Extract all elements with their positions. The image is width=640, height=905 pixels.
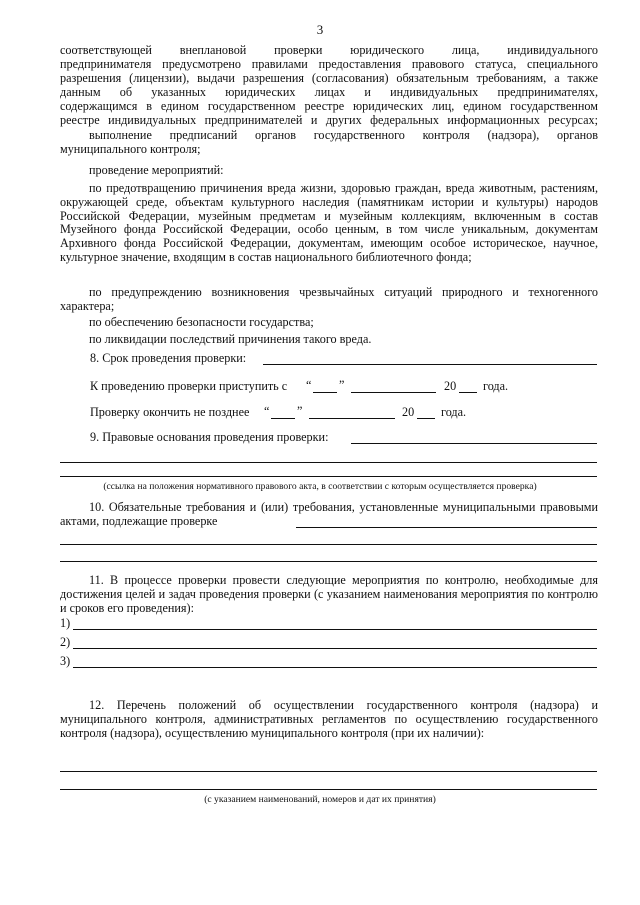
year-suffix: года. (483, 379, 509, 393)
s12-text: 12. Перечень положений об осуществлении государственного контроля (надзора) и муниципального контроля, административных регламентов по осуществлению государственного контроля (надзора), осуществлению муниципального контроля (при их наличии): (60, 698, 598, 740)
year-prefix: 20 (444, 379, 457, 393)
intro-line: реестре индивидуальных предпринимателей и других федеральных информационных ресурсах; (60, 113, 598, 127)
s9-basis-field-line[interactable] (60, 476, 597, 477)
s8-end-month-field[interactable] (309, 418, 395, 419)
s11-item-number: 1) (60, 616, 71, 630)
s10-requirements-line[interactable] (60, 561, 597, 562)
s9-basis-field[interactable] (351, 443, 597, 444)
s11-item-number: 2) (60, 635, 71, 649)
intro-line: разрешения (лицензии), выдачи разрешения (согласования) обязательным требованиям, а также (60, 71, 598, 85)
item-meropriyatiya: проведение мероприятий: (89, 163, 224, 177)
intro-line: содержащимся в едином государственном реестре юридических лиц, едином государственном (60, 99, 598, 113)
s8-start-month-field[interactable] (351, 392, 436, 393)
item-prevent-harm: по предотвращению причинения вреда жизни, здоровью граждан, вреда животным, растениям, окружающей среде, объектам культурного наследия (памятникам истории и культуры) народов Российской Федерации, музейным предметам и музейным коллекциям, включенным в состав Музейного фонда Российской Федерации, особо ценным, в том числе уникальным, документам Архивного фонда Российской Федерации, документам, имеющим особое историческое, научное, культурное значение, входящим в состав национального библиотечного фонда; (60, 181, 598, 264)
s12-caption: (с указанием наименований, номеров и дат их принятия) (204, 794, 436, 805)
s8-start-prefix: К проведению проверки приступить с (90, 379, 288, 393)
s10-requirements-line[interactable] (60, 544, 597, 545)
year-suffix: года. (441, 405, 467, 419)
item-liquidation: по ликвидации последствий причинения такого вреда. (89, 332, 372, 346)
open-quote: “ (306, 378, 312, 392)
s8-end-day-field[interactable] (271, 418, 295, 419)
s11-activity-1-field[interactable] (73, 629, 597, 630)
s11-activity-2-field[interactable] (73, 648, 597, 649)
s8-start-day-field[interactable] (313, 392, 337, 393)
s8-start-year-field[interactable] (459, 392, 477, 393)
s10-text: 10. Обязательные требования и (или) требования, установленные муниципальными правовыми актами, подлежащие проверке (60, 500, 598, 528)
s8-duration-field[interactable] (263, 364, 597, 365)
intro-line: соответствующей внеплановой проверки юридического лица, индивидуального (60, 43, 598, 57)
s11-item-number: 3) (60, 654, 71, 668)
s9-caption: (ссылка на положения нормативного правового акта, в соответствии с которым осуществляется проверка) (103, 481, 537, 492)
s10-requirements-field[interactable] (296, 527, 597, 528)
s8-label: 8. Срок проведения проверки: (90, 351, 247, 365)
s9-label: 9. Правовые основания проведения проверки: (90, 430, 329, 444)
item-predpisaniya: выполнение предписаний органов государственного контроля (надзора), органов муниципального контроля; (60, 128, 598, 156)
s11-text: 11. В процессе проверки провести следующие мероприятия по контролю, необходимые для достижения целей и задач проведения проверки (с указанием наименования мероприятия по контролю и сроков его проведения): (60, 573, 598, 615)
close-quote: ” (339, 378, 345, 392)
open-quote: “ (264, 404, 270, 418)
page-number: 3 (316, 22, 324, 37)
intro-line: данным об указанных юридических лицах и индивидуальных предпринимателях, (60, 85, 598, 99)
s8-end-year-field[interactable] (417, 418, 435, 419)
intro-line: предпринимателя предусмотрено правилами предоставления правового статуса, специального (60, 57, 598, 71)
item-security: по обеспечению безопасности государства; (89, 315, 314, 329)
s11-activity-3-field[interactable] (73, 667, 597, 668)
s9-basis-field-line[interactable] (60, 462, 597, 463)
item-emergency: по предупреждению возникновения чрезвычайных ситуаций природного и техногенного характера; (60, 285, 598, 313)
s8-end-prefix: Проверку окончить не позднее (90, 405, 250, 419)
s12-documents-field-line[interactable] (60, 789, 597, 790)
s12-documents-field[interactable] (60, 771, 597, 772)
year-prefix: 20 (402, 405, 415, 419)
close-quote: ” (297, 404, 303, 418)
